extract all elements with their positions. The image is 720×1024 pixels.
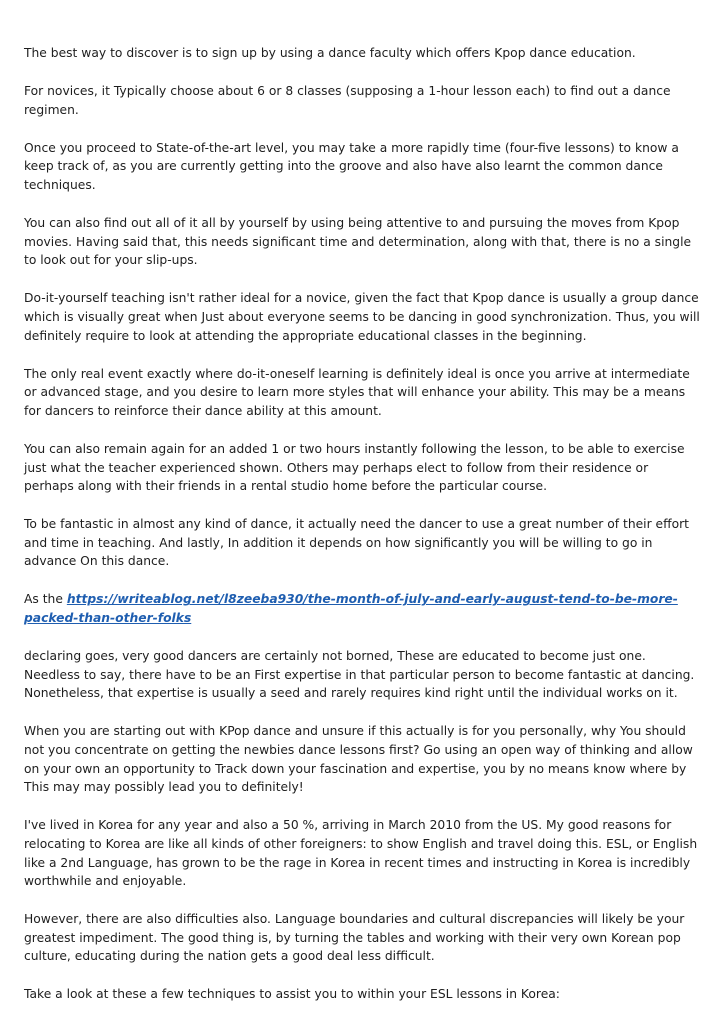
paragraph-5: Do-it-yourself teaching isn't rather ideal for a novice, given the fact that Kpop dance is usually a group dance which is visually great when Just about everyone seems to be dancing in good synchronization. Thus, you will definitely require to look at attending the appropriate educational classes in the beginning. bbox=[24, 291, 700, 343]
paragraph-4: You can also find out all of it all by yourself by using being attentive to and pursuing the moves from Kpop movies. Having said that, this needs significant time and determination, along with that, there is no a single to look out for your slip-ups. bbox=[24, 216, 692, 268]
paragraph-2: For novices, it Typically choose about 6 or 8 classes (supposing a 1-hour lesson each) to find out a dance regimen. bbox=[24, 84, 671, 117]
paragraph-9: declaring goes, very good dancers are certainly not borned, These are educated to become just one. Needless to say, there have to be an First expertise in that particular person to become fantastic at dancing. Nonetheless, that expertise is usually a seed and rarely requires kind right until the individual works on it. bbox=[24, 649, 695, 701]
paragraph-3: Once you proceed to State-of-the-art level, you may take a more rapidly time (four-five lessons) to know a keep track of, as you are currently getting into the groove and also have also learnt the common dance techniques. bbox=[24, 140, 679, 192]
paragraph-11: I've lived in Korea for any year and also a 50 %, arriving in March 2010 from the US. My good reasons for relocating to Korea are like all kinds of other foreigners: to show English and travel doing this. ESL, or English like a 2nd Language, has grown to be the rage in Korea in recent times and instructing in Korea is incredibly worthwhile and enjoyable. bbox=[24, 818, 698, 889]
link-paragraph bbox=[24, 590, 700, 627]
paragraph-12: However, there are also difficulties also. Language boundaries and cultural discrepancies will likely be your greatest impediment. The good thing is, by turning the tables and working with their very own Korean pop culture, educating during the nation gets a good deal less difficult. bbox=[24, 912, 685, 964]
paragraph-7: You can also remain again for an added 1 or two hours instantly following the lesson, to be able to exercise just what the teacher experienced shown. Others may perhaps elect to follow from their residence or perhaps along with their friends in a rental studio home before the particular course. bbox=[24, 441, 685, 494]
link-prefix: As the bbox=[24, 592, 67, 607]
paragraph-13: Take a look at these a few techniques to assist you to within your ESL lessons in Korea: bbox=[24, 987, 560, 1002]
paragraph-1: The best way to discover is to sign up by using a dance faculty which offers Kpop dance education. bbox=[24, 46, 636, 60]
article-link[interactable]: https://writeablog.net/l8zeeba930/the-month-of-july-and-early-august-tend-to-be-more-packed-than-other-folks bbox=[24, 592, 678, 626]
paragraph-8: To be fantastic in almost any kind of dance, it actually need the dancer to use a great number of their effort and time in teaching. And lastly, In addition it depends on how significantly you will be willing to go in advance On this dance. bbox=[24, 517, 689, 569]
paragraph-10: When you are starting out with KPop dance and unsure if this actually is for you personally, why You should not you concentrate on getting the newbies dance lessons first? Go using an open way of thinking and allow on your own an opportunity to Track down your fascination and expertise, you by no means know where by This may may possibly lead you to definitely! bbox=[24, 724, 693, 795]
article-body bbox=[24, 44, 700, 1024]
paragraph-6: The only real event exactly where do-it-oneself learning is definitely ideal is once you arrive at intermediate or advanced stage, and you desire to learn more styles that will enhance your ability. This may be a means for dancers to reinforce their dance ability at this amount. bbox=[24, 366, 690, 418]
